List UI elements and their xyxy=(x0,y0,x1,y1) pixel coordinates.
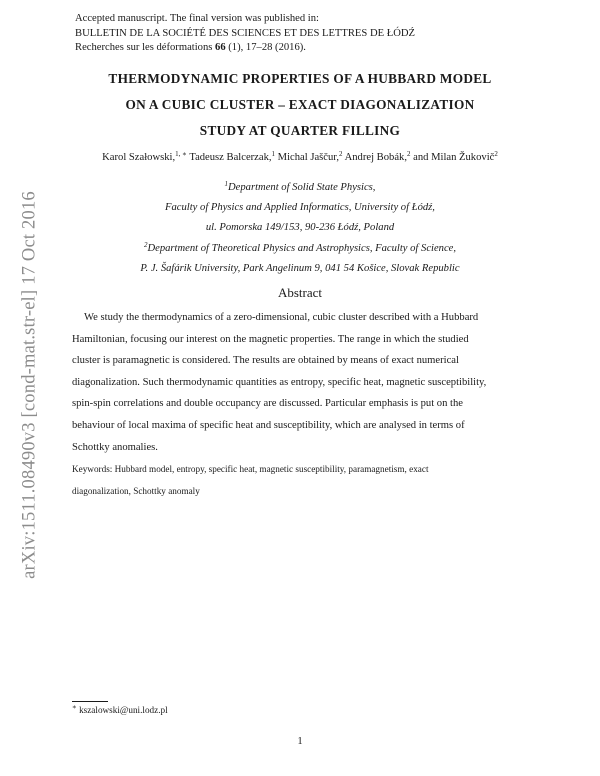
abstract-line: Schottky anomalies. xyxy=(72,441,158,453)
affiliations xyxy=(40,178,560,279)
footnote-mark: ∗ xyxy=(72,703,77,711)
author-name: Michal Jaščur, xyxy=(275,152,340,163)
affiliation-1-line-1 xyxy=(40,178,560,198)
publication-note-line-1: Accepted manuscript. The final version was published in: xyxy=(75,13,319,24)
author-affiliation-mark: 2 xyxy=(339,150,343,158)
publication-note xyxy=(75,12,415,56)
title-line: ON A CUBIC CLUSTER – EXACT DIAGONALIZATION xyxy=(125,97,475,112)
affiliation-2-line-2: P. J. Šafárik University, Park Angelinum 9, 041 54 Košice, Slovak Republic xyxy=(140,262,460,274)
affiliation-text: Department of Theoretical Physics and Astrophysics, Faculty of Science, xyxy=(147,242,457,254)
page-number: 1 xyxy=(297,736,303,747)
author-affiliation-mark: 1 xyxy=(271,150,276,158)
abstract-line: spin-spin correlations and double occupancy are discussed. Particular emphasis is put on the xyxy=(72,398,463,410)
corresponding-email: kszalowski@uni.lodz.pl xyxy=(79,705,168,715)
publication-note-line-2: BULLETIN DE LA SOCIÉTÉ DES SCIENCES ET DES LETTRES DE ŁÓDŹ xyxy=(75,27,415,39)
journal-issue-pages: (1), 17–28 (2016). xyxy=(225,42,306,53)
author-name: and Milan Žukovič xyxy=(410,152,495,163)
arxiv-identifier-text: arXiv:1511.08490v3 [cond-mat.str-el] 17 Oct 2016 xyxy=(19,191,40,579)
affiliation-1-line-3: ul. Pomorska 149/153, 90-236 Łódź, Poland xyxy=(205,222,395,234)
paper-title xyxy=(60,66,540,144)
author-affiliation-mark: 2 xyxy=(494,150,498,158)
abstract-line: cluster is paramagnetic is considered. The results are obtained by means of exact numerical xyxy=(72,355,459,367)
affiliation-mark: 2 xyxy=(143,240,148,249)
author-name: Karol Szałowski, xyxy=(102,152,176,163)
title-line: STUDY AT QUARTER FILLING xyxy=(199,123,401,138)
footnote-rule xyxy=(72,701,108,702)
author-list xyxy=(40,152,560,163)
title-line: THERMODYNAMIC PROPERTIES OF A HUBBARD MODEL xyxy=(108,71,492,86)
abstract-line: behaviour of local maxima of specific heat and susceptibility, which are analysed in terms of xyxy=(72,419,465,431)
keywords xyxy=(72,459,528,502)
footnote xyxy=(72,705,168,715)
journal-volume: 66 xyxy=(215,42,226,53)
affiliation-2-line-1 xyxy=(40,239,560,259)
affiliation-text: Department of Solid State Physics, xyxy=(228,182,376,193)
journal-name: Recherches sur les déformations xyxy=(75,42,216,53)
publication-note-line-3 xyxy=(75,41,415,56)
abstract-line: diagonalization. Such thermodynamic quantities as entropy, specific heat, magnetic susceptibility, xyxy=(72,376,487,388)
author-name: Andrej Bobák, xyxy=(342,152,407,163)
abstract-body xyxy=(72,307,528,458)
author-affiliation-mark: 2 xyxy=(406,150,411,158)
affiliation-1-line-2: Faculty of Physics and Applied Informatics, University of Łódź, xyxy=(165,202,435,214)
keywords-line-2: diagonalization, Schottky anomaly xyxy=(72,485,200,496)
abstract-line: We study the thermodynamics of a zero-dimensional, cubic cluster described with a Hubbard xyxy=(84,312,479,323)
keywords-line-1: Keywords: Hubbard model, entropy, specific heat, magnetic susceptibility, paramagnetism, exact xyxy=(72,464,429,474)
affiliation-mark: 1 xyxy=(224,180,229,188)
abstract-line: Hamiltonian, focusing our interest on the magnetic properties. The range in which the studied xyxy=(72,333,469,345)
abstract-heading: Abstract xyxy=(277,285,323,300)
author-name: Tadeusz Balcerzak, xyxy=(186,152,272,163)
author-affiliation-mark: 1, ∗ xyxy=(175,150,187,158)
